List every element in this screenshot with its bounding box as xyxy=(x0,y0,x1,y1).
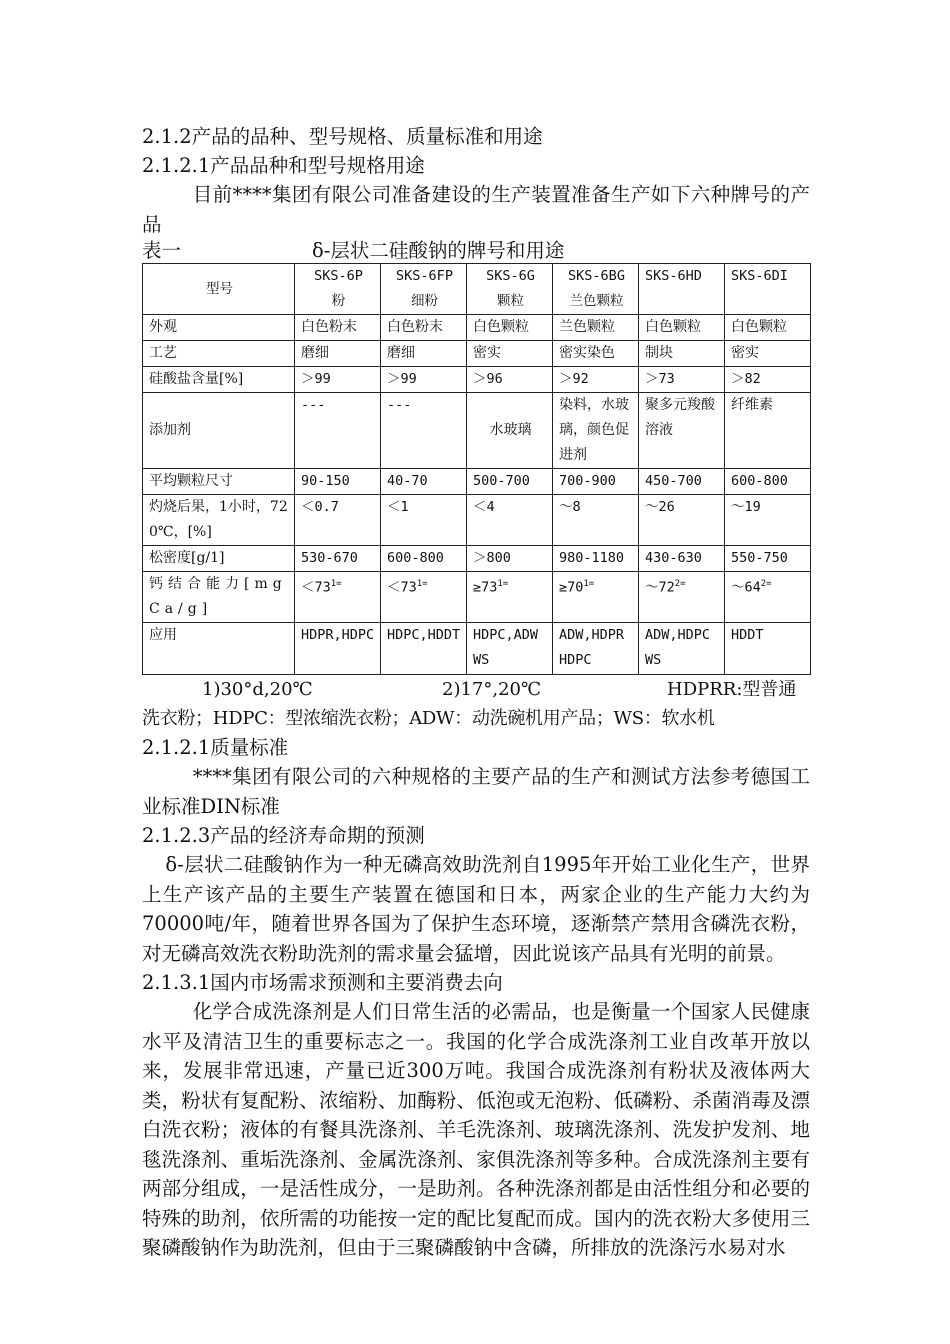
table-cell: 白色颗粒 xyxy=(467,315,553,341)
cell-value: ＜73 xyxy=(387,579,417,596)
table-cell: ＞92 xyxy=(553,367,639,393)
header-sks-6bg xyxy=(553,264,639,315)
market-paragraph: 化学合成洗涤剂是人们日常生活的必需品，也是衡量一个国家人民健康水平及清洁卫生的重要标志之一。我国的化学合成洗涤剂工业自改革开放以来，发展非常迅速，产量已近300万吨。我国合成洗涤剂有粉状及液体两大类，粉状有复配粉、浓缩粉、加酶粉、低泡或无泡粉、低磷粉、杀菌消毒及漂白洗衣粉；液体的有餐具洗涤剂、羊毛洗涤剂、玻璃洗涤剂、洗发护发剂、地毯洗涤剂、重垢洗涤剂、金属洗涤剂、家俱洗涤剂等多种。合成洗涤剂主要有两部分组成，一是活性成分，一是助剂。各种洗涤剂都是由活性组分和必要的特殊的助剂，依所需的功能按一定的配比复配而成。国内的洗衣粉大多使用三聚磷酸钠作为助洗剂，但由于三聚磷酸钠中含磷，所排放的洗涤污水易对水 xyxy=(142,1000,810,1259)
footnote-abbreviations: 洗衣粉；HDPC：型浓缩洗衣粉；ADW：动洗碗机用产品；WS：软水机 xyxy=(142,708,715,729)
table-row-process xyxy=(143,341,811,367)
row-label: 添加剂 xyxy=(143,393,295,469)
header-sks-6di xyxy=(725,264,811,315)
row-label: 钙结合能力[mg Ca/g] xyxy=(143,572,295,623)
header-form: 兰色颗粒 xyxy=(569,293,624,309)
table-cell: 白色粉末 xyxy=(381,315,467,341)
header-form: 颗粒 xyxy=(497,293,524,309)
footnote-1: 1)30°d,20℃ xyxy=(202,679,313,700)
table-cell: 450-700 xyxy=(639,469,725,495)
cell-mark: 1= xyxy=(416,579,428,589)
header-code: SKS-6G xyxy=(486,268,535,284)
heading-2-1-2: 2.1.2产品的品种、型号规格、质量标准和用途 xyxy=(142,125,543,148)
table-cell: 纤维素 xyxy=(725,393,811,469)
footnote-2: 2)17°,20℃ xyxy=(442,679,542,700)
table-cell: 密实 xyxy=(467,341,553,367)
product-spec-table xyxy=(142,263,811,675)
table-cell: ＜1 xyxy=(381,495,467,546)
row-label: 硅酸盐含量[%] xyxy=(143,367,295,393)
header-code: SKS-6HD xyxy=(645,268,702,284)
table-cell: ＞73 xyxy=(639,367,725,393)
life-paragraph: δ-层状二硅酸钠作为一种无磷高效助洗剂自1995年开始工业化生产，世界上生产该产品的主要生产装置在德国和日本，两家企业的生产能力大约为70000吨/年，随着世界各国为了保护生态环境，逐渐禁产禁用含磷洗衣粉，对无磷高效洗衣粉助洗剂的需求量会猛增，因此说该产品具有光明的前景。 xyxy=(142,853,810,965)
table-cell: 水玻璃 xyxy=(467,393,553,469)
table-cell: --- xyxy=(381,393,467,469)
table-cell: 密实 xyxy=(725,341,811,367)
table-cell: ADW,HDPR HDPC xyxy=(553,623,639,675)
table-row-silicate xyxy=(143,367,811,393)
table-cell: HDPC,HDDT xyxy=(381,623,467,675)
table-cell: 600-800 xyxy=(381,546,467,572)
heading-market-demand: 2.1.3.1国内市场需求预测和主要消费去向 xyxy=(142,971,503,994)
table-row-header xyxy=(143,264,811,315)
header-form: 粉 xyxy=(331,293,346,309)
footnote-3: HDPRR:型普通 xyxy=(667,679,797,700)
table-cell: ～19 xyxy=(725,495,811,546)
table-row-calcium-binding xyxy=(143,572,811,623)
table-cell xyxy=(381,572,467,623)
table-cell: ＜0.7 xyxy=(295,495,381,546)
table-caption xyxy=(142,239,810,263)
heading-2-1-2-1: 2.1.2.1产品品种和型号规格用途 xyxy=(142,154,425,177)
row-label: 外观 xyxy=(143,315,295,341)
table-cell xyxy=(725,572,811,623)
standard-paragraph: ****集团有限公司的六种规格的主要产品的生产和测试方法参考德国工业标准DIN标准 xyxy=(142,765,810,818)
table-cell: 兰色颗粒 xyxy=(553,315,639,341)
table-cell: 密实染色 xyxy=(553,341,639,367)
table-cell: 550-750 xyxy=(725,546,811,572)
table-cell: 980-1180 xyxy=(553,546,639,572)
table-cell: 40-70 xyxy=(381,469,467,495)
table-cell: 白色颗粒 xyxy=(725,315,811,341)
row-label: 平均颗粒尺寸 xyxy=(143,469,295,495)
header-sks-6p xyxy=(295,264,381,315)
table-row-additive xyxy=(143,393,811,469)
table-footnote xyxy=(142,675,810,704)
cell-value: ～72 xyxy=(645,579,675,596)
table-cell: 白色粉末 xyxy=(295,315,381,341)
header-model-label: 型号 xyxy=(143,264,295,315)
table-cell: 90-150 xyxy=(295,469,381,495)
header-code: SKS-6FP xyxy=(396,268,453,284)
table-cell: 530-670 xyxy=(295,546,381,572)
table-label: 表一 xyxy=(142,239,182,262)
table-cell: ＞82 xyxy=(725,367,811,393)
table-cell: 500-700 xyxy=(467,469,553,495)
table-cell: ～26 xyxy=(639,495,725,546)
table-cell: 磨细 xyxy=(381,341,467,367)
table-cell: --- xyxy=(295,393,381,469)
table-cell: 430-630 xyxy=(639,546,725,572)
table-cell: HDPC,ADW WS xyxy=(467,623,553,675)
heading-life-prediction: 2.1.2.3产品的经济寿命期的预测 xyxy=(142,824,425,847)
header-code: SKS-6P xyxy=(314,268,363,284)
table-cell: ＞800 xyxy=(467,546,553,572)
table-cell: 磨细 xyxy=(295,341,381,367)
table-cell: 聚多元羧酸溶液 xyxy=(639,393,725,469)
table-row-appearance xyxy=(143,315,811,341)
header-sks-6hd xyxy=(639,264,725,315)
cell-value: ≥70 xyxy=(559,579,584,596)
row-label: 工艺 xyxy=(143,341,295,367)
table-row-particle-size xyxy=(143,469,811,495)
header-code: SKS-6BG xyxy=(568,268,625,284)
table-cell: ADW,HDPC WS xyxy=(639,623,725,675)
header-code: SKS-6DI xyxy=(731,268,788,284)
table-cell: 染料，水玻璃，颜色促进剂 xyxy=(553,393,639,469)
cell-mark: 1= xyxy=(497,579,509,589)
document-body xyxy=(142,122,810,1263)
row-label: 松密度[g/1] xyxy=(143,546,295,572)
table-cell: ＜4 xyxy=(467,495,553,546)
table-cell: 白色颗粒 xyxy=(639,315,725,341)
table-cell: ＞99 xyxy=(295,367,381,393)
table-cell: HDPR,HDPC xyxy=(295,623,381,675)
table-cell: ＞96 xyxy=(467,367,553,393)
table-cell: ＞99 xyxy=(381,367,467,393)
table-cell xyxy=(639,572,725,623)
table-cell xyxy=(295,572,381,623)
table-cell: 制块 xyxy=(639,341,725,367)
table-row-ignition xyxy=(143,495,811,546)
table-cell xyxy=(553,572,639,623)
cell-value: ≥73 xyxy=(473,579,498,596)
table-cell: HDDT xyxy=(725,623,811,675)
cell-mark: 2= xyxy=(674,579,686,589)
cell-mark: 1= xyxy=(330,579,342,589)
table-row-density xyxy=(143,546,811,572)
heading-quality-standard: 2.1.2.1质量标准 xyxy=(142,736,289,759)
row-label: 灼烧后果，1小时，720℃，[%] xyxy=(143,495,295,546)
cell-value: ～64 xyxy=(731,579,761,596)
table-title: δ-层状二硅酸钠的牌号和用途 xyxy=(312,239,565,262)
table-cell xyxy=(467,572,553,623)
table-cell: 600-800 xyxy=(725,469,811,495)
table-cell: 700-900 xyxy=(553,469,639,495)
table-cell: ～8 xyxy=(553,495,639,546)
cell-mark: 2= xyxy=(760,579,772,589)
intro-paragraph: 目前****集团有限公司准备建设的生产装置准备生产如下六种牌号的产品 xyxy=(142,183,810,236)
cell-mark: 1= xyxy=(583,579,595,589)
row-label: 应用 xyxy=(143,623,295,675)
table-row-application xyxy=(143,623,811,675)
cell-value: ＜73 xyxy=(301,579,331,596)
header-form: 细粉 xyxy=(411,293,438,309)
header-sks-6g xyxy=(467,264,553,315)
header-sks-6fp xyxy=(381,264,467,315)
